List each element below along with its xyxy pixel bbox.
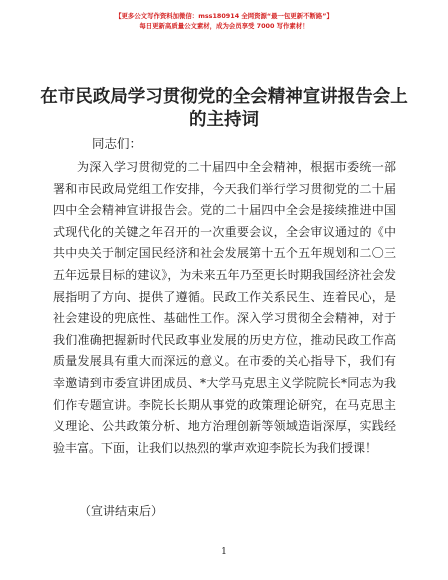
body-paragraph: 为深入学习贯彻党的二十届四中全会精神，根据市委统一部署和市民政局党组工作安排，今天我们举行学习贯彻党的二十届四中全会精神宣讲报告会。党的二十届四中全会是接续推进中国式现代化的关键之年召开的一次重要会议，全会审议通过的《中共中央关于制定国民经济和社会发展第十五个五年规划和二〇三五年远景目标的建议》，为未来五年乃至更长时期我国经济社会发展指明了方向、提供了遵循。民政工作关系民生、连着民心，是社会建设的兜底性、基础性工作。深入学习贯彻全会精神，对于我们准确把握新时代民政事业发展的历史方位，推动民政工作高质量发展具有重大而深远的意义。在市委的关心指导下，我们有幸邀请到市委宣讲团成员、*大学马克思主义学院院长*同志为我们作专题宣讲。李院长长期从事党的政策理论研究，在马克思主义理论、公共政策分析、地方治理创新等领域造诣深厚，实践经验丰富。下面，让我们以热烈的掌声欢迎李院长为我们授课！ [53, 160, 396, 455]
greeting: 同志们： [92, 136, 143, 151]
promo-banner [0, 11, 448, 31]
promo-banner-line-2: 每日更新高质量公文素材，成为会员享受 7000 写作素材！ [139, 22, 309, 30]
promo-banner-line-1: 【更多公文写作资料加微信：mss180914 全网资源“最一包更新不断路”】 [115, 12, 333, 20]
body-text [53, 157, 396, 459]
page-number: 1 [221, 547, 227, 557]
closing-note: （宣讲结束后） [79, 504, 164, 518]
document-title: 在市民政局学习贯彻党的全会精神宣讲报告会上的主持词 [40, 87, 408, 130]
